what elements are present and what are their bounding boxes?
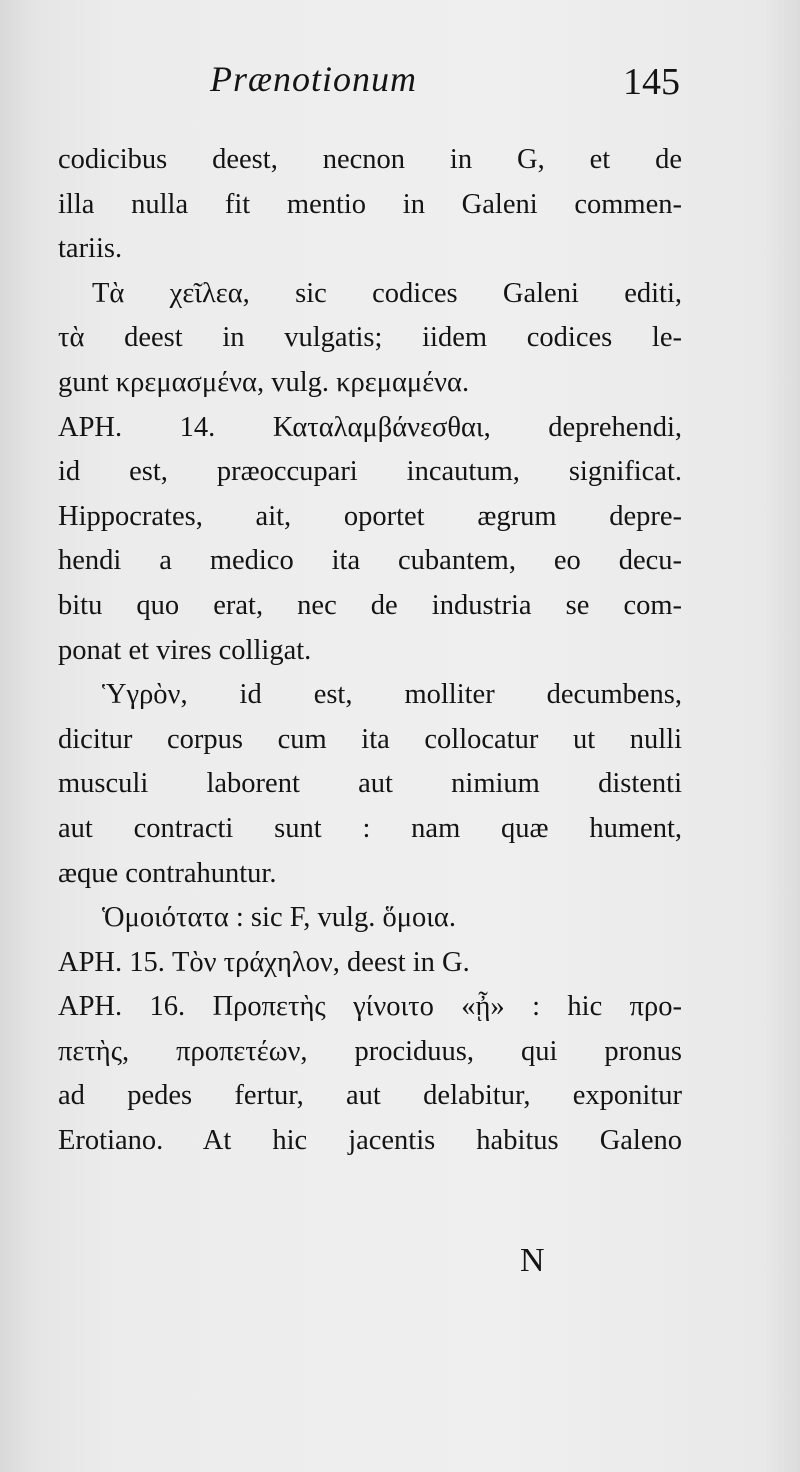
running-title: Prænotionum — [210, 59, 418, 99]
text-line: Ὁμοιότατα : sic F, vulg. ὅμοια. — [102, 902, 456, 934]
page-number: 145 — [623, 61, 680, 103]
text-line: APH. 16. Προπετὴς γίνοιτο «ᾖ» : hic προ- — [58, 991, 682, 1023]
text-line: APH. 14. Καταλαμβάνεσθαι, deprehendi, — [58, 411, 682, 443]
text-line: Erotiano. At hic jacentis habitus Galeno — [58, 1125, 682, 1157]
text-line: dicitur corpus cum ita collocatur ut nulli — [58, 723, 682, 755]
text-line: πετὴς, προπετέων, prociduus, qui pronus — [58, 1035, 682, 1067]
text-line: bitu quo erat, nec de industria se com- — [58, 589, 682, 621]
text-line: ad pedes fertur, aut delabitur, exponitur — [58, 1080, 682, 1112]
text-line: τὰ deest in vulgatis; iidem codices le- — [58, 322, 682, 354]
text-line: hendi a medico ita cubantem, eo decu- — [58, 545, 682, 577]
text-line: ponat et vires colligat. — [58, 634, 312, 666]
catchword: N — [520, 1242, 545, 1279]
text-line: æque contrahuntur. — [58, 857, 277, 889]
text-line: Τὰ χεῖλεα, sic codices Galeni editi, — [92, 277, 682, 309]
text-line: Ὑγρὸν, id est, molliter decumbens, — [102, 679, 682, 711]
text-line: APH. 15. Τὸν τράχηλον, deest in G. — [58, 946, 470, 978]
text-line: Hippocrates, ait, oportet ægrum depre- — [58, 500, 682, 532]
text-line: tariis. — [58, 233, 123, 265]
text-line: codicibus deest, necnon in G, et de — [58, 144, 682, 175]
page-header — [60, 58, 680, 108]
text-line: illa nulla fit mentio in Galeni commen- — [58, 188, 682, 220]
text-line: gunt κρεμασμένα, vulg. κρεμαμένα. — [58, 366, 470, 398]
text-line: musculi laborent aut nimium distenti — [58, 768, 682, 800]
body-text — [58, 138, 682, 1164]
text-line: aut contracti sunt : nam quæ hument, — [58, 812, 682, 844]
text-line: id est, præoccupari incautum, significat. — [58, 456, 682, 488]
